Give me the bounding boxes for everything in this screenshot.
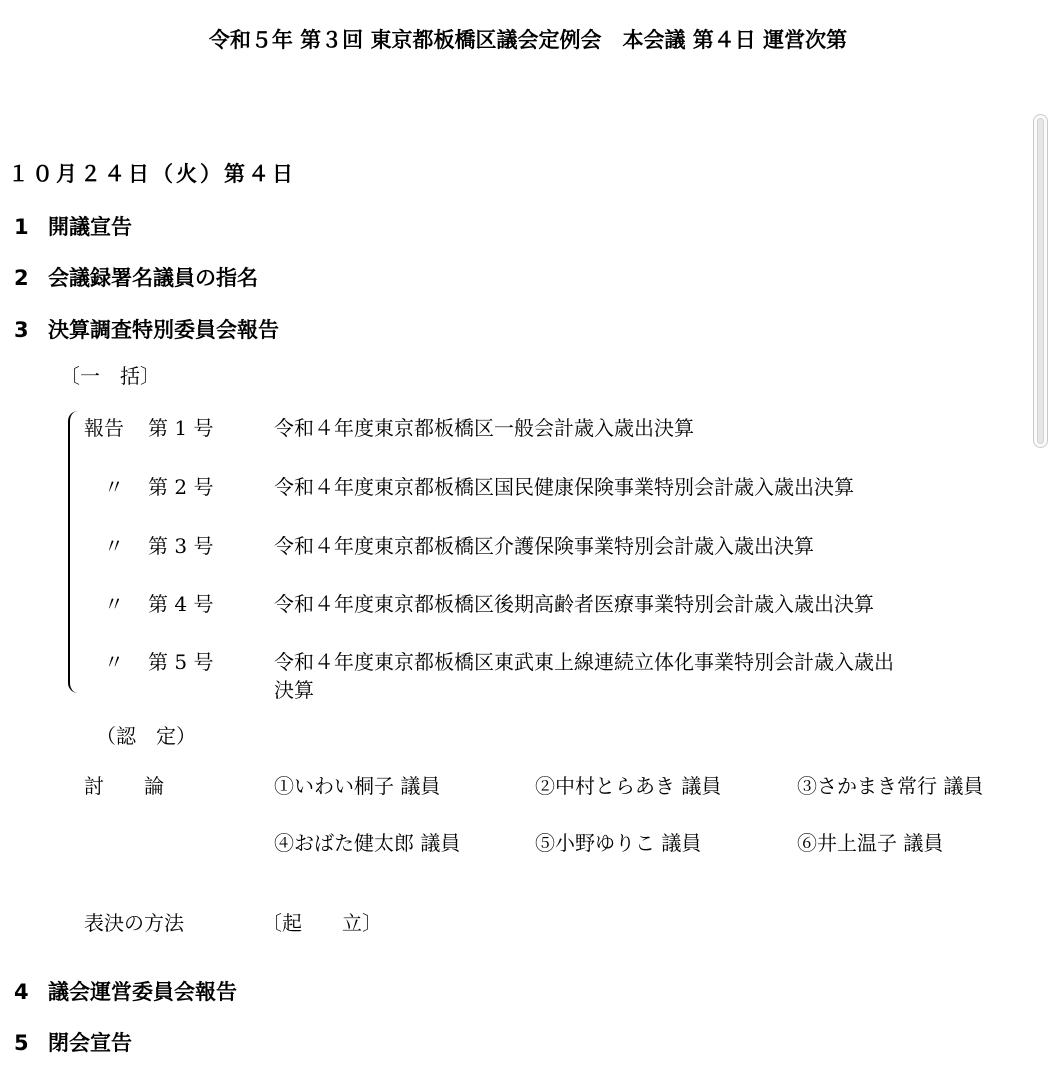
agenda-item-label: 開議宣告 — [48, 215, 132, 239]
speaker: ⑥井上温子 議員 — [797, 831, 944, 855]
report-title: 令和４年度東京都板橋区東武東上線連続立体化事業特別会計歳入歳出 — [274, 650, 894, 674]
report-prefix: 〃 — [104, 534, 124, 558]
report-number: 第 2 号 — [148, 475, 214, 499]
agenda-item-number: 5 — [14, 1031, 29, 1055]
vote-label: 表決の方法 — [84, 911, 184, 935]
report-number: 第 5 号 — [148, 650, 214, 674]
report-number: 第 3 号 — [148, 534, 214, 558]
agenda-item-number: 3 — [14, 318, 29, 342]
agenda-item-2 — [14, 262, 258, 292]
speaker: ④おばた健太郎 議員 — [274, 831, 461, 855]
report-number: 第 4 号 — [148, 592, 214, 616]
report-title-continued: 決算 — [274, 678, 314, 702]
agenda-item-label: 閉会宣告 — [48, 1031, 132, 1055]
bundle-label: 〔一 括〕 — [60, 364, 160, 388]
vote-method: 〔起 立〕 — [262, 911, 382, 935]
page-title: 令和５年 第３回 東京都板橋区議会定例会 本会議 第４日 運営次第 — [208, 28, 848, 52]
agenda-item-label: 会議録署名議員の指名 — [48, 266, 258, 290]
agenda-item-4 — [14, 976, 237, 1006]
speaker: ③さかまき常行 議員 — [797, 774, 984, 798]
vertical-scrollbar[interactable] — [1033, 114, 1048, 448]
debate-label: 討 論 — [84, 774, 164, 798]
report-prefix: 〃 — [104, 650, 124, 674]
agenda-item-label: 決算調査特別委員会報告 — [48, 318, 279, 342]
agenda-item-number: 2 — [14, 266, 29, 290]
agenda-item-5 — [14, 1027, 132, 1057]
speaker: ②中村とらあき 議員 — [535, 774, 722, 798]
speaker: ⑤小野ゆりこ 議員 — [535, 831, 702, 855]
report-number: 第 1 号 — [148, 416, 214, 440]
report-title: 令和４年度東京都板橋区国民健康保険事業特別会計歳入歳出決算 — [274, 475, 854, 499]
approval-label: （認 定） — [96, 724, 196, 748]
speaker: ①いわい桐子 議員 — [274, 774, 441, 798]
report-title: 令和４年度東京都板橋区後期高齢者医療事業特別会計歳入歳出決算 — [274, 592, 874, 616]
report-prefix: 〃 — [104, 475, 124, 499]
session-date: １０月２４日（火）第４日 — [8, 162, 296, 186]
report-group-brace — [68, 411, 82, 693]
scrollbar-thumb[interactable] — [1037, 118, 1044, 444]
report-prefix: 報告 — [84, 416, 124, 440]
agenda-item-label: 議会運営委員会報告 — [48, 980, 237, 1004]
agenda-item-number: 1 — [14, 215, 29, 239]
report-title: 令和４年度東京都板橋区介護保険事業特別会計歳入歳出決算 — [274, 534, 814, 558]
agenda-item-number: 4 — [14, 980, 29, 1004]
agenda-item-3 — [14, 314, 279, 344]
report-prefix: 〃 — [104, 592, 124, 616]
report-title: 令和４年度東京都板橋区一般会計歳入歳出決算 — [274, 416, 694, 440]
agenda-item-1 — [14, 211, 132, 241]
